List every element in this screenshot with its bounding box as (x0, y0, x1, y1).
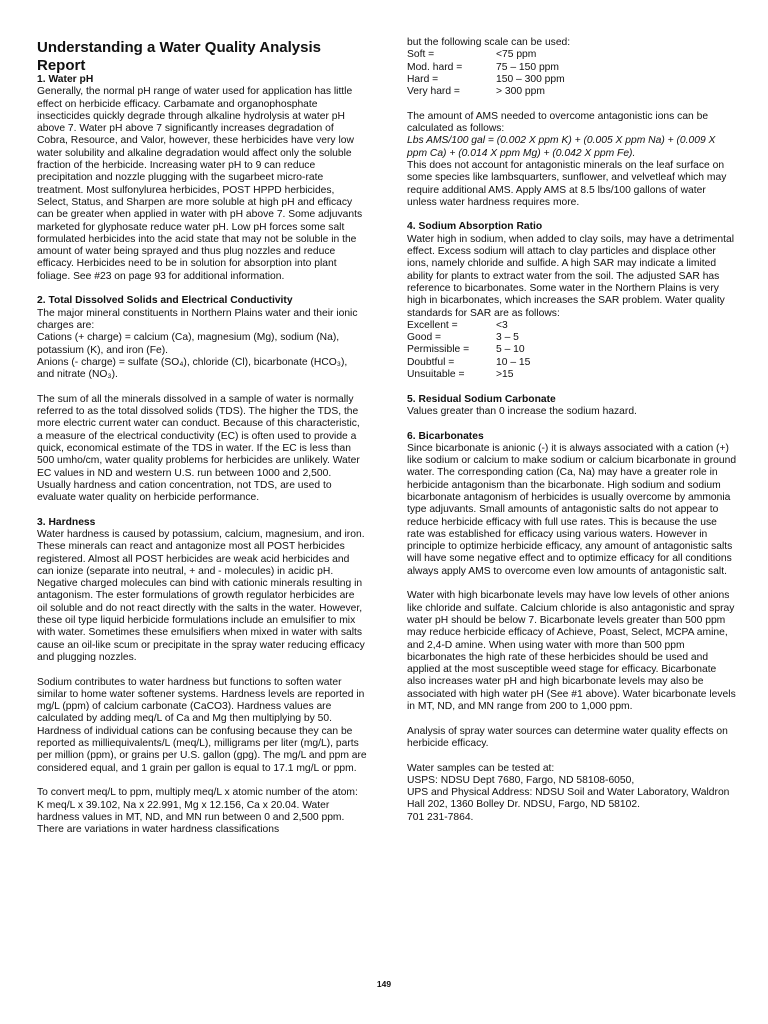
section-heading-sar: 4. Sodium Absorption Ratio (407, 221, 543, 233)
scale-label: Unsuitable = (407, 369, 465, 381)
scale-value: <3 (496, 319, 508, 331)
scale-label: Excellent = (407, 319, 458, 331)
bicarbonates-paragraph-2: Water with high bicarbonate levels may have low levels of other anions like chloride and sulfate. Calcium chloride is also antagonistic and spray water pH should be below 7. Bicarbonate levels greater than 500 ppm may reduce herbicide efficacy of Achieve, Poast, Select, MCPA amine, and 2,4-D amine. When using water with more than 500 ppm bicarbonates the high rate of these herbicides should be used and applied at the most susceptible weed stage for efficacy. Bicarbonate also increases water pH and high bicarbonate levels may also be associated with high water pH (See #1 above). Water bicarbonate levels in MT, ND, and MN range from 200 to 1,000 ppm. (407, 590, 736, 713)
right-column (407, 37, 737, 824)
ams-formula: Lbs AMS/100 gal = (0.002 X ppm K) + (0.005 X ppm Na) + (0.009 X ppm Ca) + (0.014 X ppm Mg) + (0.042 X ppm Fe). (407, 135, 716, 159)
lab-phone: 701 231-7864. (407, 811, 474, 823)
hardness-paragraph-3: To convert meq/L to ppm, multiply meq/L x atomic number of the atom: K meq/L x 39.102, Na x 22.991, Mg x 12.156, Ca x 20.04. Water hardness values in MT, ND, and MN run between 0 and 2,500 ppm. There are variations in water hardness classifications (37, 787, 358, 836)
usps-address: USPS: NDSU Dept 7680, Fargo, ND 58108-6050, (407, 774, 635, 786)
scale-label: Good = (407, 332, 442, 344)
tds-intro-paragraph: The major mineral constituents in Northern Plains water and their ionic charges are: (37, 307, 358, 331)
section-heading-hardness: 3. Hardness (37, 516, 96, 528)
hardness-scale-row (407, 74, 737, 86)
tds-paragraph: The sum of all the minerals dissolved in a sample of water is normally referred to as the total dissolved solids (TDS). The higher the TDS, the more electric current water can conduct. Because of this characteristic, a measure of the electrical conductivity (EC) is often used to provide a quick, economical estimate of the TDS in water. If the EC is less than 500 umho/cm, water quality problems for herbicides are unlikely. Water EC values in ND and western U.S. run between 1000 and 2,500. Usually hardness and cation concentration, not TDS, are used to evaluate water quality on herbicide performance. (37, 393, 360, 504)
ams-intro-paragraph: The amount of AMS needed to overcome antagonistic ions can be calculated as follows: (407, 110, 709, 135)
hardness-scale-intro: but the following scale can be used: (407, 37, 571, 48)
sar-scale-row (407, 332, 737, 344)
hardness-scale-row (407, 49, 737, 61)
section-heading-rsc: 5. Residual Sodium Carbonate (407, 393, 556, 405)
bicarbonates-paragraph-1: Since bicarbonate is anionic (-) it is always associated with a cation (+) like sodium or calcium to make sodium or calcium bicarbonate in ground water. The corresponding cation (Ca, Na) may have a greater role in herbicide antagonism than the bicarbonate. High sodium and sodium bicarbonate antagonism of herbicides is usually overcome by ammonia type adjuvants. Small amounts of antagonistic salts do not appear to reduce herbicide efficacy with full use rates. This is because the use rate was established for efficacy using various waters. However in principle to optimize herbicide efficacy, any amount of antagonistic salts will have some negative effect and to optimize efficacy for all conditions always apply AMS to overcome even low amounts of antagonistic salt. (407, 442, 737, 577)
sar-scale-row (407, 369, 737, 381)
scale-label: Very hard = (407, 86, 460, 98)
page-number: 149 (376, 979, 392, 989)
section-heading-bicarbonates: 6. Bicarbonates (407, 430, 484, 442)
left-column (37, 34, 367, 836)
rsc-paragraph: Values greater than 0 increase the sodium hazard. (407, 405, 637, 417)
section-heading-water-ph: 1. Water pH (37, 74, 94, 85)
section-heading-tds-ec: 2. Total Dissolved Solids and Electrical Conductivity (37, 295, 293, 307)
hardness-scale-row (407, 86, 737, 98)
document-title: Understanding a Water Quality Analysis Report (37, 39, 321, 74)
scale-value: > 300 ppm (496, 86, 545, 98)
scale-value: 150 – 300 ppm (496, 73, 565, 85)
scale-value: 10 – 15 (496, 356, 531, 368)
scale-value: 75 – 150 ppm (496, 61, 559, 73)
scale-label: Mod. hard = (407, 61, 463, 73)
scale-value: <75 ppm (496, 49, 537, 61)
sar-scale-table (407, 320, 737, 381)
hardness-scale-row (407, 62, 737, 74)
ams-note-paragraph: This does not account for antagonistic minerals on the leaf surface on some species like lambsquarters, sunflower, and velvetleaf which may require additional AMS. Apply AMS at 8.5 lbs/100 gallons of water unless water hardness requires more. (407, 159, 727, 208)
anions-paragraph: Anions (- charge) = sulfate (SO₄), chloride (Cl), bicarbonate (HCO₃), and nitrate (NO₃). (37, 356, 348, 381)
water-ph-paragraph: Generally, the normal pH range of water used for application has little effect on herbicide efficacy. Carbamate and organophosphate insecticides quickly degrade through alkaline hydrolysis at water pH above 7. Water pH above 7 significantly increases degradation of Cobra, Resource, and Valor, however, these herbicides have very low water solubility and alkaline degradation would affect only the soluble fraction of the herbicide. Increasing water pH to 9 can reduce precipitation and nozzle plugging with the sugarbeet micro-rate treatment. Most sulfonylurea herbicides, POST HPPD herbicides, Select, Status, and Sharpen are more soluble at high pH and efficacy can be greater when applied in water with pH above 7. Some adjuvants marketed for glyphosate reduce water pH. Low pH forces some salt formulated herbicides into the acid state that may not be soluble in the amount of water being sprayed and thus plug nozzles and reduce efficacy. Herbicides need to be in solution for absorption into plant foliage. See #23 on page 93 for additional information. (37, 86, 363, 282)
scale-label: Permissible = (407, 344, 470, 356)
scale-value: >15 (496, 369, 514, 381)
scale-value: 3 – 5 (496, 332, 519, 344)
sar-scale-row (407, 344, 737, 356)
scale-label: Doubtful = (407, 356, 455, 368)
hardness-paragraph-1: Water hardness is caused by potassium, calcium, magnesium, and iron. These minerals can react and antagonize most all POST herbicides registered. Almost all POST herbicides are weak acid herbicides and can ionize (separate into neutral, + and - molecules) in acidic pH. Negative charged molecules can bind with cationic minerals resulting in antagonism. The ester formulations of growth regulator herbicides are oil soluble and do not react directly with the salts in the water. However, these oil type liquid herbicide formulations include an emulsifier to mix with water. Sometimes these emulsifiers when mixed in water with salts cause an oil-like scum or precipitate in the spray water reducing efficacy and plugging nozzles. (37, 528, 365, 663)
sar-paragraph: Water high in sodium, when added to clay soils, may have a detrimental effect. Excess sodium will attach to clay particles and displace other ions, namely chloride and sulfide. A high SAR may indicate a limited ability for plants to extract water from the soil. The adjusted SAR has reference to bicarbonates. Some water in the Northern Plains is very high in bicarbonates, which increases the SAR problem. Water quality standards for SAR are as follows: (407, 233, 734, 319)
hardness-scale-table (407, 49, 737, 98)
hardness-paragraph-2: Sodium contributes to water hardness but functions to soften water similar to home water softener systems. Hardness levels are reported in mg/L (ppm) of calcium carbonate (CaCO3). Hardness values are calculated by adding meq/L of Ca and Mg then multiplying by 50. Hardness of individual cations can be confusing because they can be reported as milliequivalents/L (meq/L), milligrams per liter (mg/L), parts per million (ppm), or grains per U.S. gallon (gpg). The mg/L and ppm are considered equal, and 1 grain per gallon is equal to 17.1 mg/L or ppm. (37, 676, 367, 774)
bicarbonates-paragraph-3: Analysis of spray water sources can determine water quality effects on herbicide efficacy. (407, 725, 728, 749)
samples-intro: Water samples can be tested at: (407, 762, 555, 774)
sar-scale-row (407, 357, 737, 369)
cations-paragraph: Cations (+ charge) = calcium (Ca), magnesium (Mg), sodium (Na), potassium (K), and iron (Fe). (37, 332, 340, 356)
scale-label: Soft = (407, 49, 435, 61)
scale-label: Hard = (407, 73, 439, 85)
sar-scale-row (407, 320, 737, 332)
scale-value: 5 – 10 (496, 344, 525, 356)
ups-address: UPS and Physical Address: NDSU Soil and Water Laboratory, Waldron Hall 202, 1360 Bolley Dr. NDSU, Fargo, ND 58102. (407, 787, 730, 811)
